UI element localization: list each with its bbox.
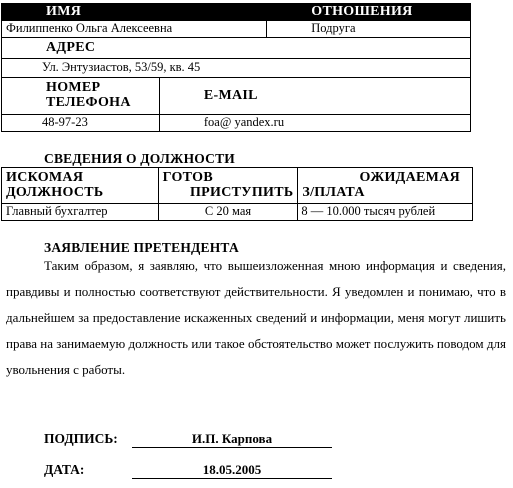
address-value: Ул. Энтузиастов, 53/59, кв. 45 (2, 59, 471, 78)
salary-value: 8 — 10.000 тысяч рублей (298, 204, 473, 221)
position-title: СВЕДЕНИЯ О ДОЛЖНОСТИ (44, 151, 235, 166)
position-value: Главный бухгалтер (2, 204, 159, 221)
start-col-header (158, 168, 298, 204)
date-value: 18.05.2005 (132, 462, 332, 479)
name-value: Филиппенко Ольга Алексеевна (2, 21, 267, 38)
phone-header-line2: ТЕЛЕФОНА (46, 95, 131, 110)
relation-value: Подруга (267, 21, 471, 38)
phone-header-line1: НОМЕР (46, 80, 101, 96)
signature-value: И.П. Карпова (132, 431, 332, 448)
name-header: ИМЯ (2, 4, 267, 21)
phone-header (2, 78, 160, 115)
salary-col-line1: ОЖИДАЕМАЯ (359, 169, 460, 185)
position-table (1, 167, 473, 221)
email-value: foa@ yandex.ru (159, 115, 470, 132)
start-value: С 20 мая (158, 204, 298, 221)
start-col-line2: ПРИСТУПИТЬ (189, 184, 294, 200)
relation-header: ОТНОШЕНИЯ (267, 4, 471, 21)
statement-title: ЗАЯВЛЕНИЕ ПРЕТЕНДЕНТА (44, 240, 239, 255)
salary-col-line2: З/ПЛАТА (302, 184, 365, 200)
salary-col-header (298, 168, 473, 204)
date-label: ДАТА: (44, 462, 85, 477)
position-col-header (2, 168, 159, 204)
start-col-line1: ГОТОВ (162, 169, 213, 185)
position-col-line1: ИСКОМАЯ (6, 169, 84, 185)
address-header: АДРЕС (2, 38, 471, 59)
email-header: E-MAIL (159, 78, 470, 115)
phone-value: 48-97-23 (2, 115, 160, 132)
signature-label: ПОДПИСЬ: (44, 431, 118, 446)
statement-text: Таким образом, я заявляю, что вышеизложенная мною информация и сведения, правдивы и полностью соответствуют действительности. Я уведомлен и понимаю, что в дальнейшем за предоставление искаженных сведений и информации, меня могут лишить права на занимаемую должность или такое обстоятельство может послужить поводом для увольнения с работы. (6, 258, 506, 377)
contact-table (1, 3, 471, 132)
position-col-line2: ДОЛЖНОСТЬ (6, 184, 104, 200)
